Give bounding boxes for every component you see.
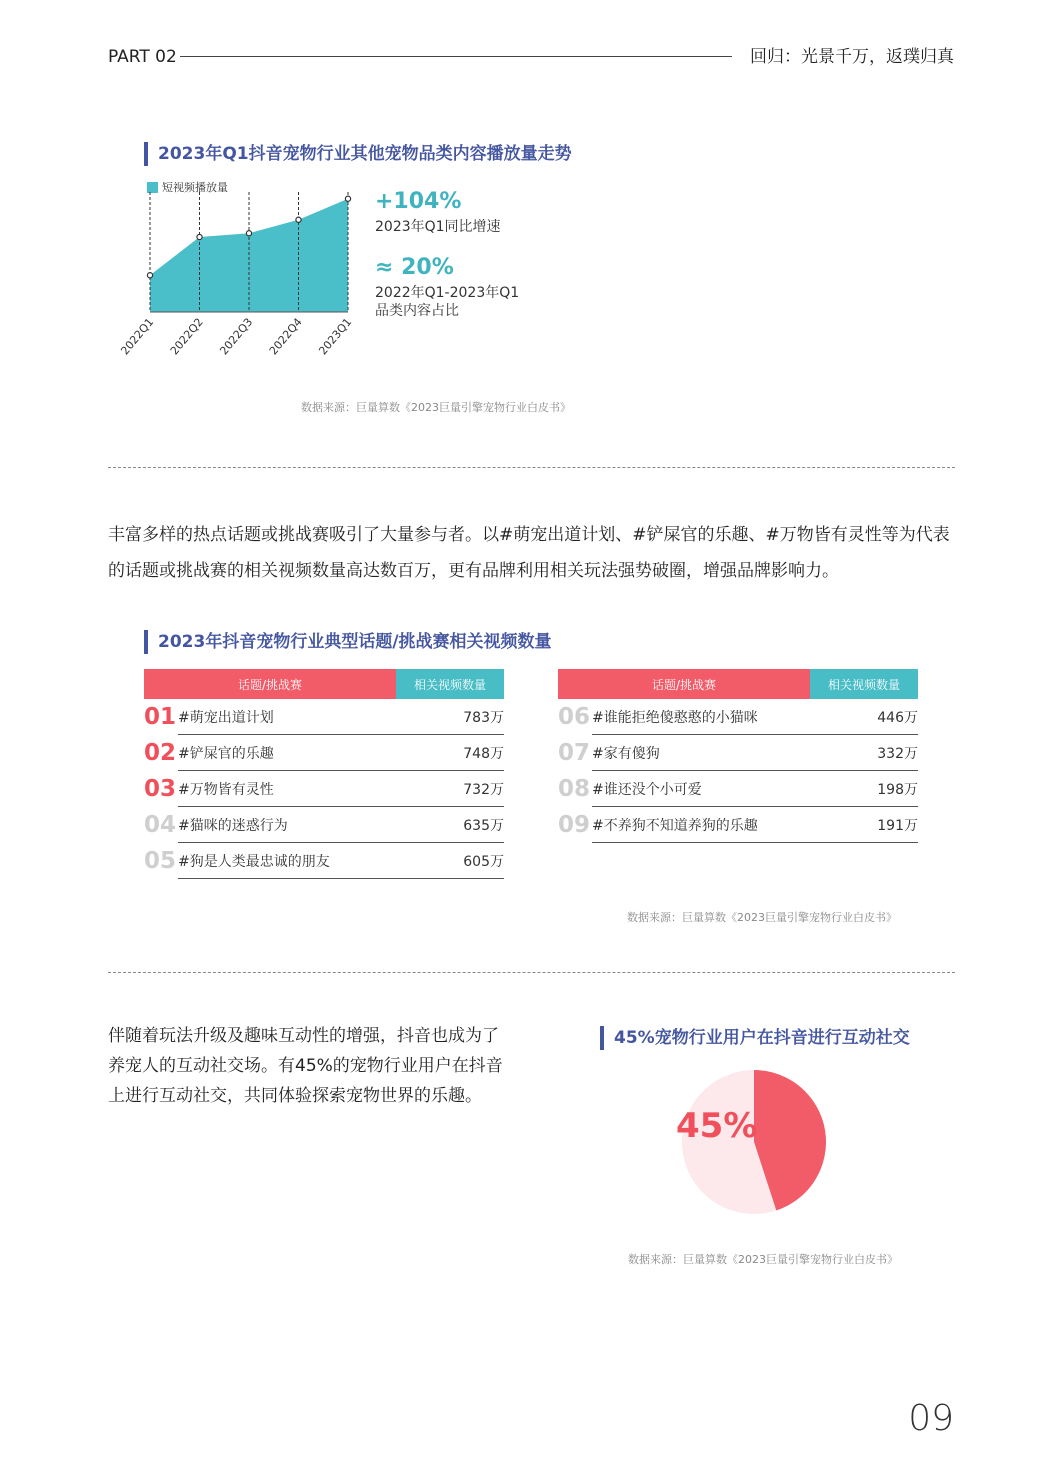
column-header-topic: 话题/挑战赛 [144,669,396,699]
rank-number: 04 [144,812,177,838]
x-tick-label: 2022Q1 [118,315,157,358]
table-row [558,771,918,807]
row-body [592,735,918,771]
row-body [592,771,918,807]
table-row [144,771,504,807]
share-stat-value: ≈ 20% [375,255,454,280]
rank-number: 02 [144,740,177,766]
rank-number: 07 [558,740,591,766]
video-count: 605万 [463,853,504,870]
x-tick-label: 2022Q4 [266,315,305,358]
chapter-title: 回归：光景千万，返璞归真 [750,47,954,67]
page-number: 09 [908,1398,954,1439]
table-row [144,699,504,735]
rank-number: 09 [558,812,591,838]
topics-paragraph: 丰富多样的热点话题或挑战赛吸引了大量参与者。以#萌宠出道计划、#铲屎官的乐趣、#万物皆有灵性等为代表的话题或挑战赛的相关视频数量高达数百万，更有品牌利用相关玩法强势破圈，增强品牌影响力。 [108,525,950,581]
topic-name: #不养狗不知道养狗的乐趣 [592,817,758,834]
topic-name: #谁能拒绝傻憨憨的小猫咪 [592,709,758,726]
rank-number: 06 [558,704,591,730]
area-chart [100,180,380,380]
video-count: 191万 [877,817,918,834]
topics-table-right [558,669,918,843]
topic-name: #谁还没个小可爱 [592,781,702,798]
row-body [178,771,504,807]
x-tick-label: 2023Q1 [316,315,355,358]
rank-number: 03 [144,776,177,802]
column-header-count: 相关视频数量 [396,669,504,699]
table-row [144,735,504,771]
row-body [178,807,504,843]
table-header [144,669,504,699]
topics-table-left [144,669,504,879]
data-point [345,196,350,201]
table-row [558,807,918,843]
section-divider [108,972,955,973]
share-stat-label-line1: 2022年Q1-2023年Q1 [375,285,520,301]
pie-percent-label: 45% [676,1106,758,1146]
topic-name: #猫咪的迷惑行为 [178,817,288,834]
legend-label: 短视频播放量 [162,181,228,194]
source-note: 数据来源：巨量算数《2023巨量引擎宠物行业白皮书》 [628,1253,898,1266]
table-row [558,735,918,771]
video-count: 446万 [877,709,918,726]
header-rule [180,56,732,57]
data-point [296,217,301,222]
table-header [558,669,918,699]
video-count: 748万 [463,745,504,762]
source-note: 数据来源：巨量算数《2023巨量引擎宠物行业白皮书》 [301,401,571,414]
growth-stat-label: 2023年Q1同比增速 [375,219,501,235]
video-count: 732万 [463,781,504,798]
paragraph-line: 上进行互动社交，共同体验探索宠物世界的乐趣。 [108,1086,482,1106]
data-point [246,231,251,236]
topic-name: #万物皆有灵性 [178,781,274,798]
data-point [197,234,202,239]
social-paragraph [108,1021,548,1111]
topic-name: #家有傻狗 [592,745,660,762]
share-stat-label-line2: 品类内容占比 [375,303,459,319]
area-series [150,199,348,312]
table-row [144,843,504,879]
video-count: 332万 [877,745,918,762]
table-row [144,807,504,843]
growth-stat-value: +104% [375,189,462,214]
rank-number: 05 [144,848,177,874]
video-count: 635万 [463,817,504,834]
row-body [178,843,504,879]
rank-number: 08 [558,776,591,802]
topic-name: #铲屎官的乐趣 [178,745,274,762]
paragraph-line: 养宠人的互动社交场。有45%的宠物行业用户在抖音 [108,1056,503,1076]
source-note: 数据来源：巨量算数《2023巨量引擎宠物行业白皮书》 [627,911,897,924]
pie-chart-title: 45%宠物行业用户在抖音进行互动社交 [600,1026,910,1050]
topic-name: #狗是人类最忠诚的朋友 [178,853,330,870]
section-divider [108,467,955,468]
part-label: PART 02 [108,47,177,67]
x-tick-label: 2022Q2 [167,315,206,358]
x-tick-label: 2022Q3 [217,315,256,358]
row-body [178,699,504,735]
video-count: 783万 [463,709,504,726]
row-body [592,807,918,843]
video-count: 198万 [877,781,918,798]
table-row [558,699,918,735]
row-body [592,699,918,735]
data-point [147,273,152,278]
row-body [178,735,504,771]
topics-table-title: 2023年抖音宠物行业典型话题/挑战赛相关视频数量 [144,630,552,654]
rank-number: 01 [144,704,177,730]
column-header-topic: 话题/挑战赛 [558,669,810,699]
topic-name: #萌宠出道计划 [178,709,274,726]
paragraph-line: 伴随着玩法升级及趣味互动性的增强，抖音也成为了 [108,1026,499,1046]
column-header-count: 相关视频数量 [810,669,918,699]
area-chart-title: 2023年Q1抖音宠物行业其他宠物品类内容播放量走势 [144,142,572,166]
